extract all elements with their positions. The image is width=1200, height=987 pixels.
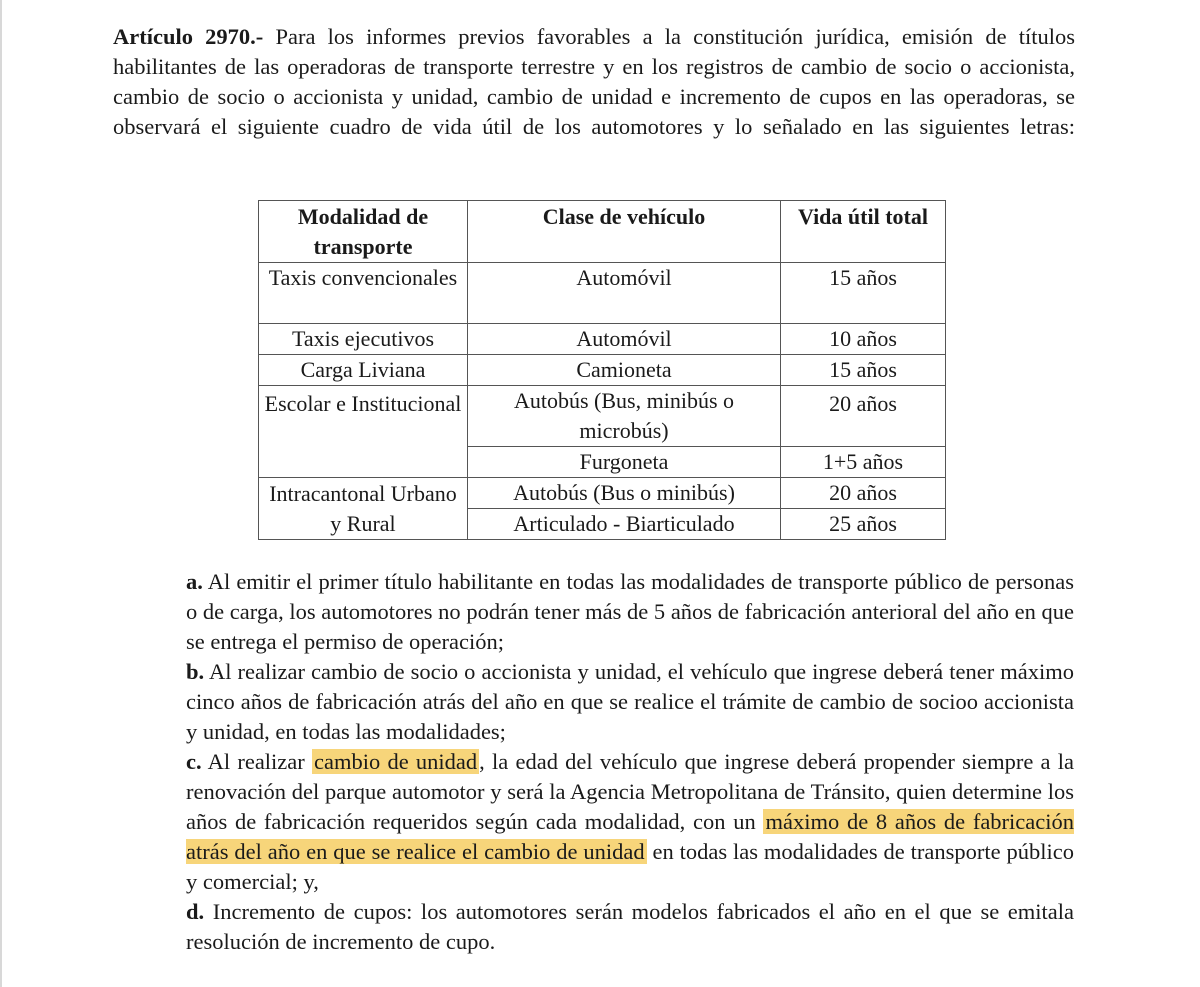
- table-header-row: [259, 201, 946, 263]
- cell-clase: Autobús (Bus, minibús o microbús): [468, 386, 781, 447]
- list-item-c: [186, 747, 1074, 897]
- item-text-mid: , la edad del vehículo que ingrese deberá propender siempre a la renovación del parque automotor y será la Agencia Metropolitana de Tránsito, quien determine los años de fabricación requeridos según cada modalidad, con un: [186, 749, 1075, 834]
- cell-vida: 1+5 años: [781, 447, 946, 478]
- cell-modalidad: Taxis ejecutivos: [259, 324, 468, 355]
- item-text: Al realizar cambio de socio o accionista y unidad, el vehículo que ingrese deberá tener máximo cinco años de fabricación atrás del año en que se realice el trámite de cambio de socioo accionista y unidad, en todas las modalidades;: [186, 659, 1074, 744]
- lettered-list: [186, 567, 1074, 957]
- cell-vida: 20 años: [781, 386, 946, 447]
- cell-vida: 15 años: [781, 263, 946, 324]
- item-letter: b.: [186, 659, 205, 684]
- cell-clase: Articulado - Biarticulado: [468, 509, 781, 540]
- cell-clase: Automóvil: [468, 263, 781, 324]
- cell-vida: 25 años: [781, 509, 946, 540]
- table-row: [259, 263, 946, 324]
- cell-vida: 20 años: [781, 478, 946, 509]
- cell-vida: 10 años: [781, 324, 946, 355]
- cell-clase: Camioneta: [468, 355, 781, 386]
- cell-modalidad: Escolar e Institucional: [259, 386, 468, 478]
- table-row: [259, 324, 946, 355]
- page-edge: [0, 0, 2, 987]
- cell-vida: 15 años: [781, 355, 946, 386]
- table-row: [259, 386, 946, 447]
- table-row: [259, 355, 946, 386]
- item-letter: a.: [186, 569, 203, 594]
- article-text: Para los informes previos favorables a la constitución jurídica, emisión de títulos habilitantes de las operadoras de transporte terrestre y en los registros de cambio de socio o accionista, cambio de socio o accionista y unidad, cambio de unidad e incremento de cupos en las operadoras, se observará el siguiente cuadro de vida útil de los automotores y lo señalado en las siguientes letras:: [113, 24, 1075, 139]
- article-paragraph: [113, 22, 1075, 172]
- highlight-cambio-de-unidad: cambio de unidad: [314, 749, 478, 774]
- cell-clase: Furgoneta: [468, 447, 781, 478]
- table-row: [259, 478, 946, 509]
- cell-modalidad: Carga Liviana: [259, 355, 468, 386]
- item-letter: d.: [186, 899, 205, 924]
- item-text-pre: Al realizar: [207, 749, 305, 774]
- header-clase: Clase de vehículo: [468, 201, 781, 263]
- list-item-b: [186, 657, 1074, 747]
- cell-modalidad: Taxis convencionales: [259, 263, 468, 324]
- item-letter: c.: [186, 749, 202, 774]
- article-heading: Artículo 2970.-: [113, 24, 264, 49]
- list-item-d: [186, 897, 1074, 957]
- highlight-maximo-8-anos: máximo de 8 años de fabricación atrás del año en que se realice el cambio de unidad: [186, 809, 1075, 864]
- cell-clase: Automóvil: [468, 324, 781, 355]
- cell-modalidad: Intracantonal Urbano y Rural: [259, 478, 468, 540]
- header-modalidad: Modalidad de transporte: [259, 201, 468, 263]
- list-item-a: [186, 567, 1074, 657]
- item-text-post: en todas las modalidades de transporte público y comercial; y,: [186, 839, 1074, 894]
- vida-util-table: [258, 200, 946, 540]
- cell-clase: Autobús (Bus o minibús): [468, 478, 781, 509]
- item-text: Al emitir el primer título habilitante en todas las modalidades de transporte público de personas o de carga, los automotores no podrán tener más de 5 años de fabricación anterioral del año en que se entrega el permiso de operación;: [186, 569, 1074, 654]
- item-text: Incremento de cupos: los automotores serán modelos fabricados el año en el que se emitala resolución de incremento de cupo.: [186, 899, 1074, 954]
- header-vida: Vida útil total: [781, 201, 946, 263]
